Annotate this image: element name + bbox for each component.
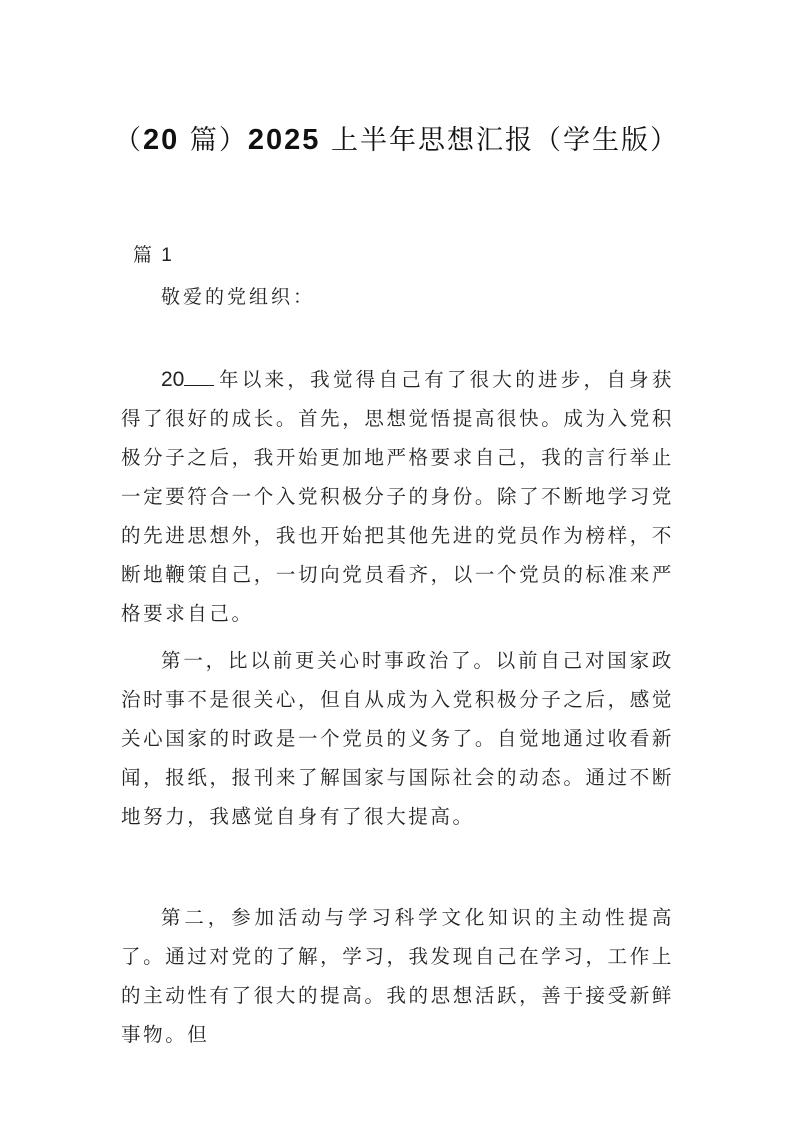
year-blank-underline [184,367,214,386]
section-label-text: 篇 [133,244,155,266]
salutation: 敬爱的党组织： [161,286,316,308]
title-text: 上半年思想汇报（学生版） [320,125,679,156]
document-title [0,118,793,163]
section-number: 1 [154,245,174,266]
paragraph-1-body: 年以来，我觉得自己有了很大的进步，自身获得了很好的成长。首先，思想觉悟提高很快。成为入党积极分子之后，我开始更加地严格要求自己，我的言行举止一定要符合一个入党积极分子的身份。除了不断地学习党的先进思想外，我也开始把其他先进的党员作为榜样，不断地鞭策自己，一切向党员看齐，以一个党员的标准来严格要求自己。 [121,368,674,625]
year-prefix: 20 [161,368,185,391]
title-count: 20 [143,124,180,156]
section-heading [133,241,174,270]
paragraph-2 [121,641,674,836]
paragraph-3-text: 第二，参加活动与学习科学文化知识的主动性提高了。通过对党的了解，学习，我发现自己在学习，工作上的主动性有了很大的提高。我的思想活跃，善于接受新鲜事物。但 [121,906,674,1046]
title-open-paren: （ [114,125,144,156]
title-year: 2025 [247,124,321,156]
paragraph-1-text [121,360,674,633]
paragraph-1 [121,360,674,633]
title-close-paren: ） [218,125,248,156]
paragraph-2-text: 第一，比以前更关心时事政治了。以前自己对国家政治时事不是很关心，但自从成为入党积极分子之后，感觉关心国家的时政是一个党员的义务了。自觉地通过收看新闻，报纸，报刊来了解国家与国际社会的动态。通过不断地努力，我感觉自身有了很大提高。 [121,649,674,828]
paragraph-3 [121,898,674,1054]
title-count-unit: 篇 [179,125,219,156]
